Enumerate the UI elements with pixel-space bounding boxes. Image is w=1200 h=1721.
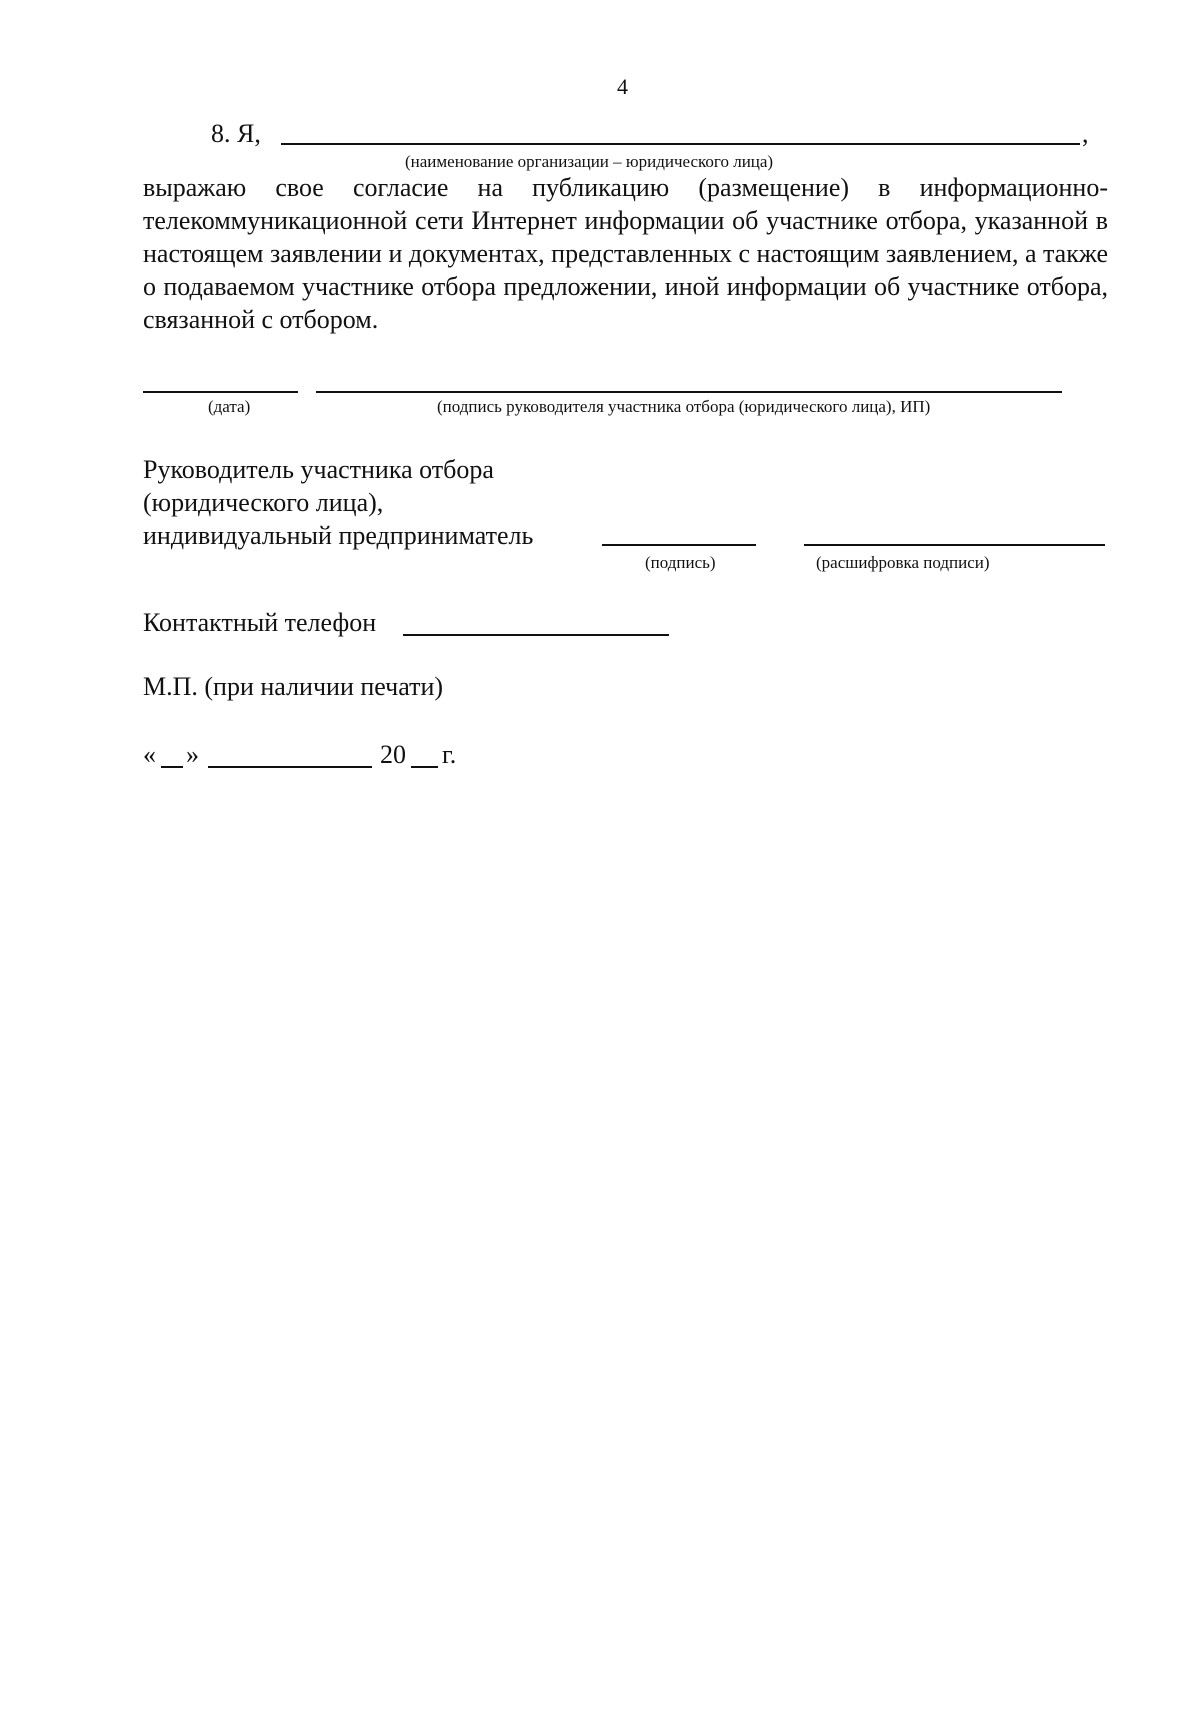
signature-decode-field-line[interactable] <box>804 544 1105 546</box>
page-number: 4 <box>617 74 628 99</box>
org-name-field-line[interactable] <box>281 143 1080 145</box>
item-trailing-comma: , <box>1082 119 1089 148</box>
date-quote-close: » <box>186 740 199 769</box>
day-field-line[interactable] <box>161 766 183 768</box>
org-name-caption: (наименование организации – юридического лица) <box>405 152 774 171</box>
year-prefix: 20 <box>380 740 406 769</box>
head-signature-field-line[interactable] <box>316 391 1062 393</box>
signature-decode-caption: (расшифровка подписи) <box>816 553 990 572</box>
contact-phone-label: Контактный телефон <box>143 608 377 637</box>
head-signature-caption: (подпись руководителя участника отбора (юридического лица), ИП) <box>437 397 931 416</box>
date-field-line[interactable] <box>143 391 298 393</box>
head-label-line2: (юридического лица), <box>143 488 384 517</box>
item-number-lead: 8. Я, <box>211 119 261 148</box>
head-label-line3: индивидуальный предприниматель <box>143 521 534 550</box>
date-quote-open: « <box>143 740 156 769</box>
contact-phone-field-line[interactable] <box>403 634 669 636</box>
consent-paragraph: выражаю свое согласие на публикацию (размещение) в информационно-телекоммуникационной сети Интернет информации об участнике отбора, указанной в настоящем заявлении и документах, представленных с настоящим заявлением, а также о подаваемом участнике отбора предложении, иной информации об участнике отбора, связанной с отбором. <box>143 173 1108 334</box>
date-caption: (дата) <box>208 397 251 416</box>
month-field-line[interactable] <box>208 766 372 768</box>
signature-field-line[interactable] <box>602 544 756 546</box>
year-suffix: г. <box>442 740 457 769</box>
seal-label: М.П. (при наличии печати) <box>143 672 444 701</box>
year-field-line[interactable] <box>411 766 438 768</box>
signature-caption: (подпись) <box>645 553 716 572</box>
head-label-line1: Руководитель участника отбора <box>143 455 494 484</box>
